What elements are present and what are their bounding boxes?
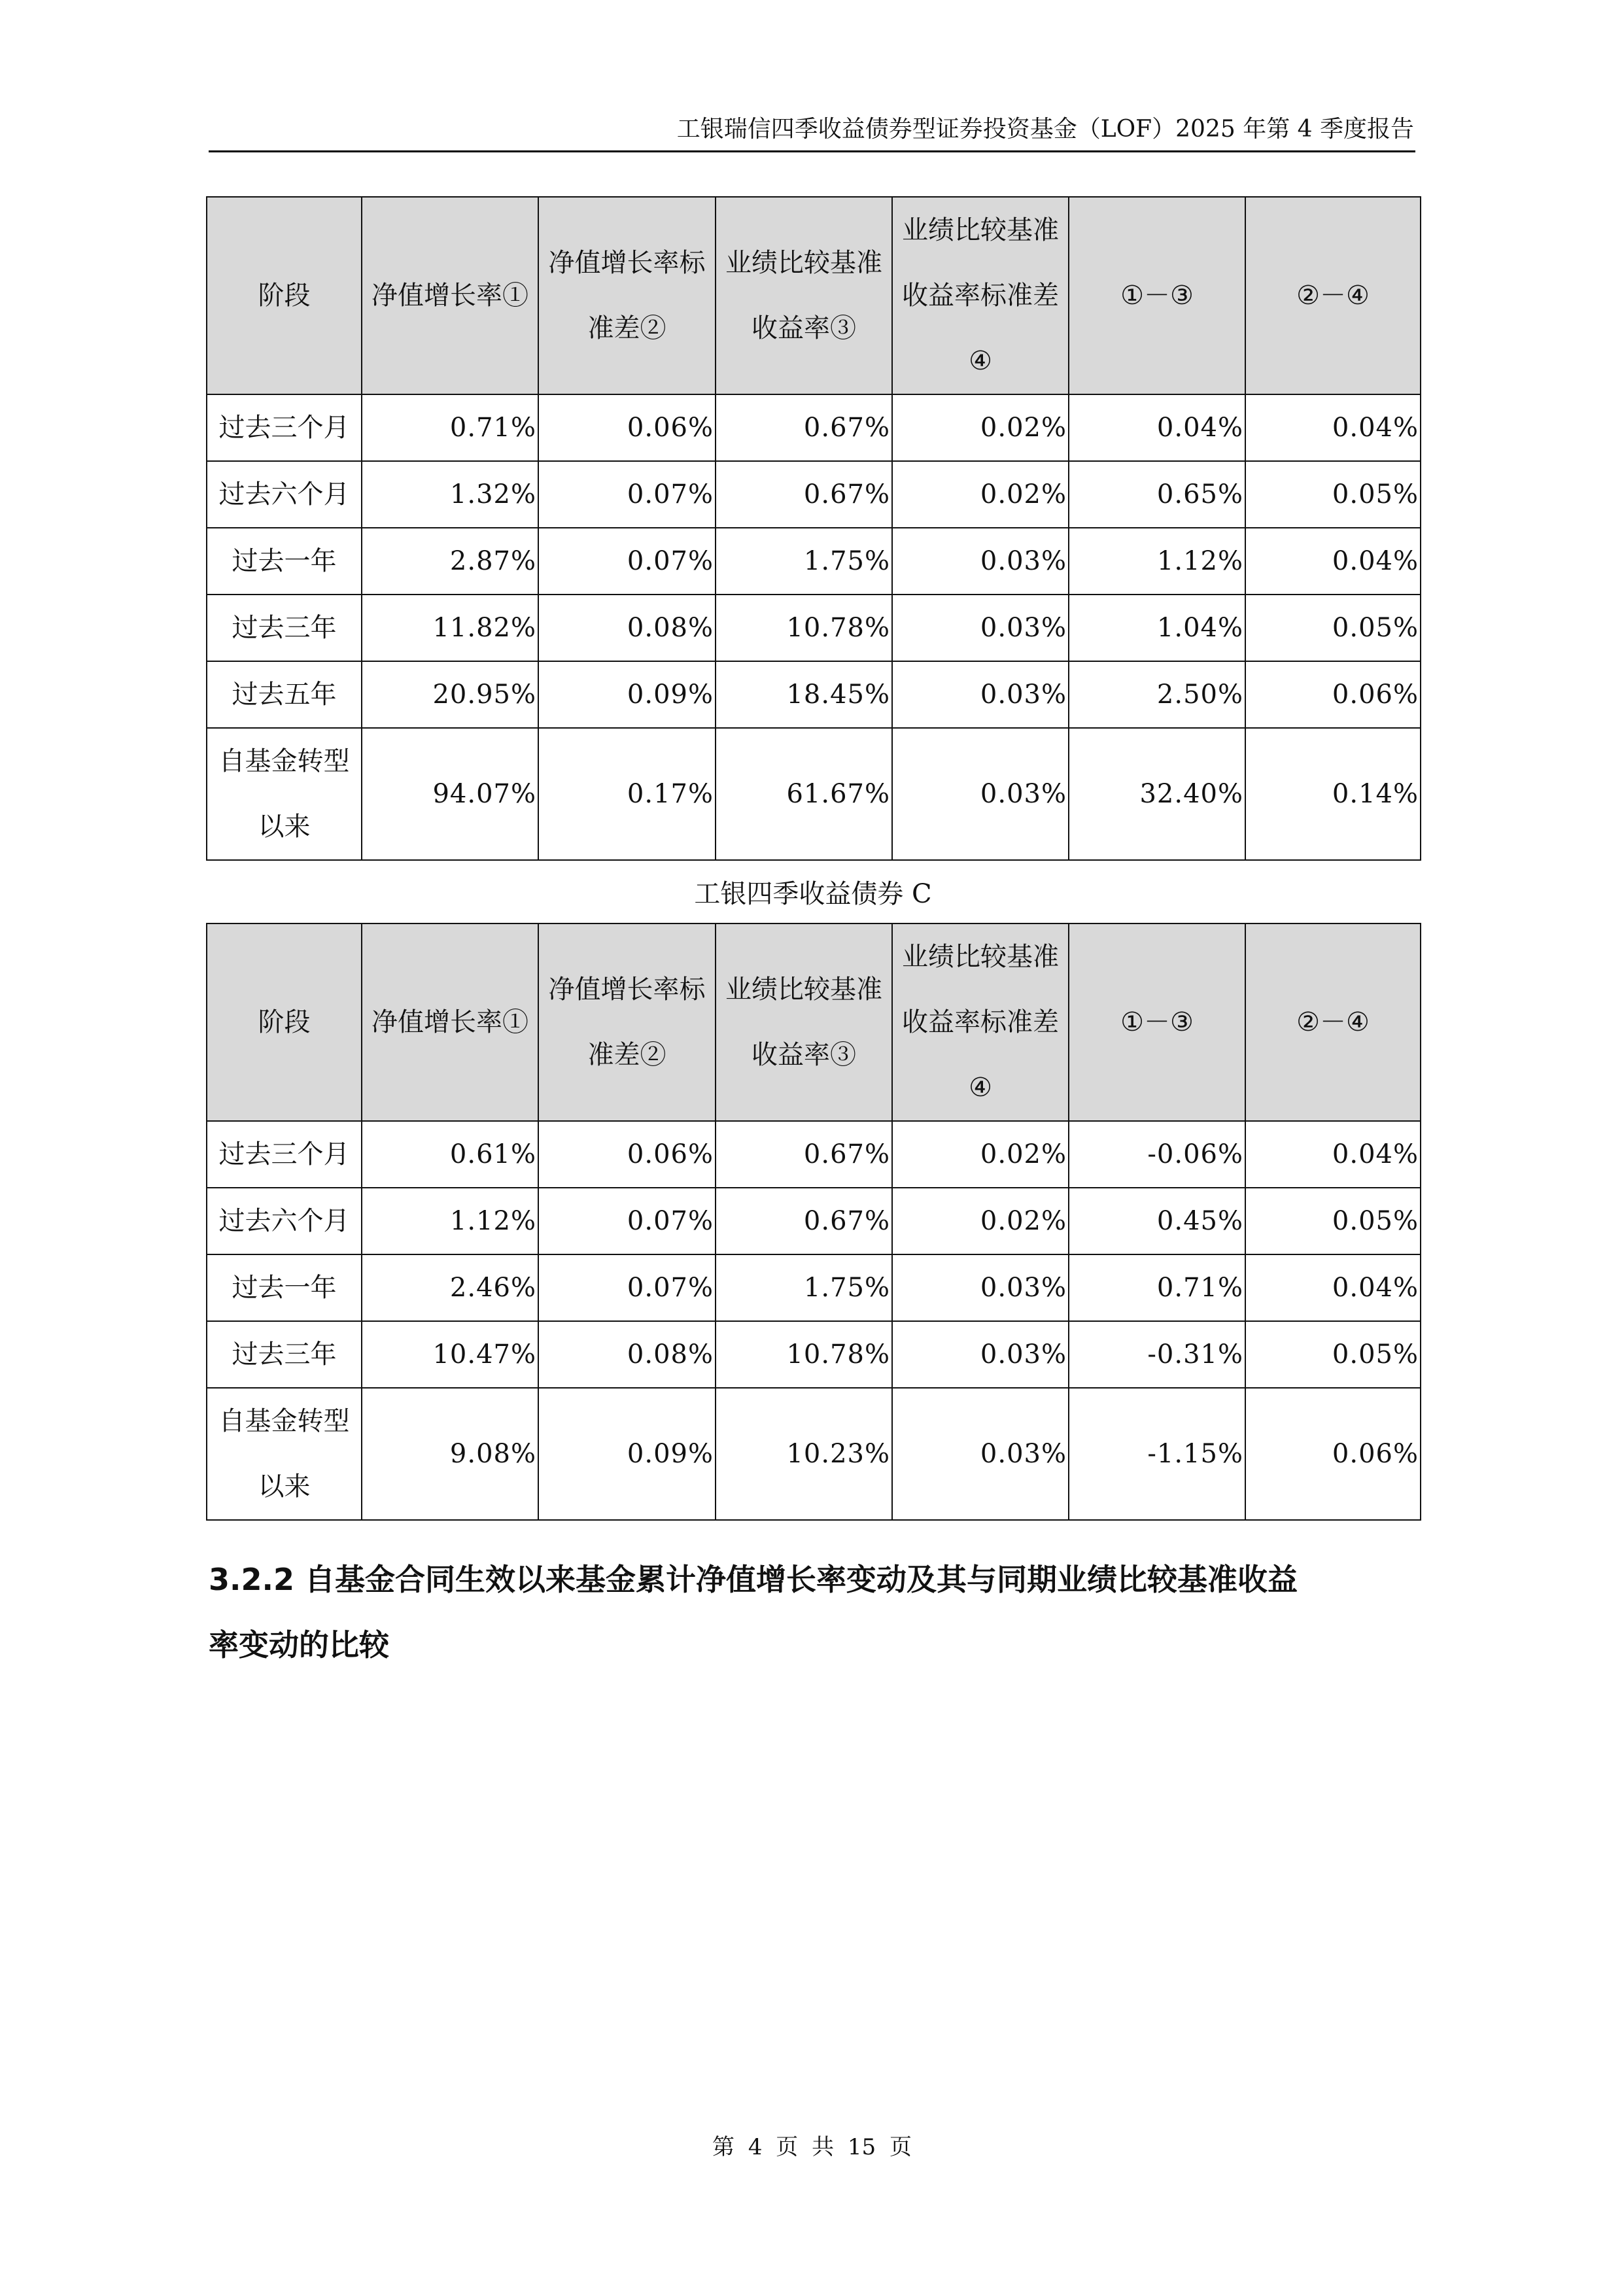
table-row (207, 394, 1421, 461)
col-header-nav-growth: 净值增长率① (362, 923, 538, 1121)
bench-return-cell: 0.67% (716, 1188, 892, 1254)
stage-label: 以来 (258, 812, 311, 842)
diff-2-4-cell: 0.05% (1245, 595, 1421, 661)
stage-label: 过去三年 (232, 1339, 337, 1370)
table-row (207, 1254, 1421, 1321)
diff-2-4-cell: 0.06% (1245, 661, 1421, 728)
bench-return-cell: 10.23% (716, 1388, 892, 1520)
nav-growth-cell: 2.87% (362, 528, 538, 595)
stage-label: 过去六个月 (218, 479, 350, 509)
col-header-bench-return: 业绩比较基准 收益率③ (716, 197, 892, 394)
diff-2-4-cell: 0.14% (1245, 728, 1421, 860)
stage-label: 以来 (258, 1472, 311, 1502)
nav-growth-cell: 11.82% (362, 595, 538, 661)
stage-cell (207, 595, 362, 661)
nav-std-cell: 0.09% (538, 661, 716, 728)
stage-cell (207, 728, 362, 860)
stage-label: 过去一年 (232, 546, 337, 576)
diff-2-4-cell: 0.04% (1245, 394, 1421, 461)
nav-std-cell: 0.07% (538, 1254, 716, 1321)
table-row (207, 528, 1421, 595)
col-header-stage: 阶段 (207, 923, 362, 1121)
diff-1-3-cell: -0.06% (1069, 1121, 1245, 1188)
nav-std-cell: 0.09% (538, 1388, 716, 1520)
table-row (207, 1188, 1421, 1254)
bench-return-cell: 0.67% (716, 394, 892, 461)
bench-std-cell: 0.03% (892, 528, 1069, 595)
nav-growth-cell: 10.47% (362, 1321, 538, 1388)
table-row (207, 728, 1421, 860)
stage-label: 过去三年 (232, 613, 337, 643)
performance-table-class-c (206, 923, 1421, 1521)
bench-return-cell: 61.67% (716, 728, 892, 860)
bench-return-cell: 10.78% (716, 1321, 892, 1388)
report-title: 工银瑞信四季收益债券型证券投资基金（LOF）2025 年第 4 季度报告 (676, 116, 1414, 143)
col-header-diff-2-4: ②－④ (1245, 197, 1421, 394)
section-heading-line-1: 3.2.2 自基金合同生效以来基金累计净值增长率变动及其与同期业绩比较基准收益 (209, 1562, 1298, 1597)
stage-cell (207, 1388, 362, 1520)
table-row (207, 1388, 1421, 1520)
nav-growth-cell: 1.32% (362, 461, 538, 528)
diff-1-3-cell: 0.45% (1069, 1188, 1245, 1254)
col-header-nav-std: 净值增长率标 准差② (538, 923, 716, 1121)
stage-cell (207, 461, 362, 528)
table-row (207, 595, 1421, 661)
bench-std-cell: 0.02% (892, 1121, 1069, 1188)
nav-growth-cell: 0.71% (362, 394, 538, 461)
bench-return-cell: 10.78% (716, 595, 892, 661)
nav-std-cell: 0.07% (538, 1188, 716, 1254)
stage-cell (207, 1121, 362, 1188)
stage-cell (207, 661, 362, 728)
col-header-stage: 阶段 (207, 197, 362, 394)
nav-std-cell: 0.06% (538, 1121, 716, 1188)
table-row (207, 461, 1421, 528)
stage-cell (207, 394, 362, 461)
bench-return-cell: 0.67% (716, 461, 892, 528)
diff-2-4-cell: 0.05% (1245, 1188, 1421, 1254)
bench-std-cell: 0.03% (892, 1321, 1069, 1388)
diff-1-3-cell: 1.12% (1069, 528, 1245, 595)
bench-std-cell: 0.03% (892, 661, 1069, 728)
diff-1-3-cell: 32.40% (1069, 728, 1245, 860)
table-header-row (207, 923, 1421, 1121)
nav-growth-cell: 2.46% (362, 1254, 538, 1321)
nav-std-cell: 0.07% (538, 528, 716, 595)
diff-1-3-cell: -0.31% (1069, 1321, 1245, 1388)
table-row (207, 1321, 1421, 1388)
diff-1-3-cell: 0.65% (1069, 461, 1245, 528)
bench-return-cell: 18.45% (716, 661, 892, 728)
diff-2-4-cell: 0.04% (1245, 1254, 1421, 1321)
page-header (209, 110, 1415, 152)
diff-1-3-cell: 0.71% (1069, 1254, 1245, 1321)
bench-std-cell: 0.03% (892, 728, 1069, 860)
stage-label: 自基金转型 (218, 1406, 350, 1436)
stage-label: 过去六个月 (218, 1206, 350, 1236)
nav-growth-cell: 94.07% (362, 728, 538, 860)
table-row (207, 1121, 1421, 1188)
diff-1-3-cell: -1.15% (1069, 1388, 1245, 1520)
bench-std-cell: 0.03% (892, 1254, 1069, 1321)
bench-std-cell: 0.02% (892, 461, 1069, 528)
col-header-nav-std: 净值增长率标 准差② (538, 197, 716, 394)
bench-std-cell: 0.02% (892, 1188, 1069, 1254)
stage-label: 过去三个月 (218, 1139, 350, 1169)
nav-std-cell: 0.17% (538, 728, 716, 860)
nav-growth-cell: 0.61% (362, 1121, 538, 1188)
stage-cell (207, 528, 362, 595)
diff-1-3-cell: 2.50% (1069, 661, 1245, 728)
nav-growth-cell: 1.12% (362, 1188, 538, 1254)
bench-return-cell: 0.67% (716, 1121, 892, 1188)
page-number-footer: 第 4 页 共 15 页 (712, 2134, 912, 2160)
section-heading-line-2: 率变动的比较 (209, 1627, 389, 1663)
diff-2-4-cell: 0.05% (1245, 461, 1421, 528)
nav-std-cell: 0.06% (538, 394, 716, 461)
diff-2-4-cell: 0.05% (1245, 1321, 1421, 1388)
table-c-caption: 工银四季收益债券 C (694, 879, 932, 909)
diff-2-4-cell: 0.04% (1245, 1121, 1421, 1188)
stage-cell (207, 1188, 362, 1254)
col-header-diff-1-3: ①－③ (1069, 923, 1245, 1121)
col-header-bench-std: 业绩比较基准 收益率标准差 ④ (892, 923, 1069, 1121)
stage-cell (207, 1321, 362, 1388)
table-header-row (207, 197, 1421, 394)
col-header-diff-2-4: ②－④ (1245, 923, 1421, 1121)
diff-1-3-cell: 1.04% (1069, 595, 1245, 661)
stage-label: 过去五年 (232, 680, 337, 710)
stage-cell (207, 1254, 362, 1321)
stage-label: 过去一年 (232, 1273, 337, 1303)
nav-std-cell: 0.08% (538, 1321, 716, 1388)
diff-2-4-cell: 0.06% (1245, 1388, 1421, 1520)
bench-return-cell: 1.75% (716, 528, 892, 595)
nav-growth-cell: 20.95% (362, 661, 538, 728)
nav-std-cell: 0.08% (538, 595, 716, 661)
bench-std-cell: 0.03% (892, 1388, 1069, 1520)
table-row (207, 661, 1421, 728)
section-heading-3-2-2 (209, 1547, 1425, 1678)
bench-return-cell: 1.75% (716, 1254, 892, 1321)
diff-1-3-cell: 0.04% (1069, 394, 1245, 461)
col-header-bench-return: 业绩比较基准 收益率③ (716, 923, 892, 1121)
col-header-diff-1-3: ①－③ (1069, 197, 1245, 394)
nav-std-cell: 0.07% (538, 461, 716, 528)
bench-std-cell: 0.02% (892, 394, 1069, 461)
bench-std-cell: 0.03% (892, 595, 1069, 661)
diff-2-4-cell: 0.04% (1245, 528, 1421, 595)
performance-table-class-a (206, 196, 1421, 861)
stage-label: 自基金转型 (218, 746, 350, 776)
col-header-bench-std: 业绩比较基准 收益率标准差 ④ (892, 197, 1069, 394)
nav-growth-cell: 9.08% (362, 1388, 538, 1520)
col-header-nav-growth: 净值增长率① (362, 197, 538, 394)
stage-label: 过去三个月 (218, 413, 350, 443)
